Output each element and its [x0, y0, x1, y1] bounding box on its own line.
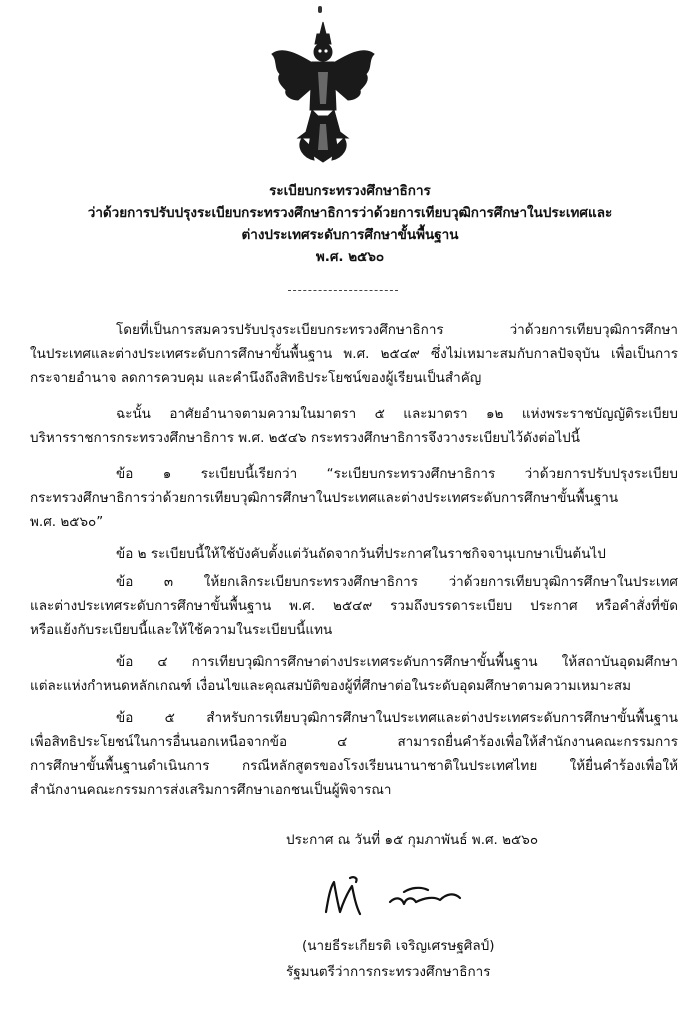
clause-5: [30, 706, 678, 802]
paragraph-line: ข้อ ๕ สำหรับการเทียบวุฒิการศึกษาในประเทศและต่างประเทศระดับการศึกษาขั้นพื้นฐาน: [116, 710, 678, 726]
title-year: พ.ศ. ๒๕๖๐: [315, 249, 385, 265]
clause-1: [30, 462, 678, 534]
paragraph-authority: [30, 402, 678, 450]
paragraph-line: ข้อ ๔ การเทียบวุฒิการศึกษาต่างประเทศระดับการศึกษาขั้นพื้นฐาน ให้สถาบันอุดมศึกษา: [116, 654, 678, 670]
title-line-3: ต่างประเทศระดับการศึกษาขั้นพื้นฐาน: [241, 227, 459, 243]
clause-4: [30, 650, 678, 698]
paragraph-line: ฉะนั้น อาศัยอำนาจตามความในมาตรา ๕ และมาตรา ๑๒ แห่งพระราชบัญญัติระเบียบ: [116, 406, 678, 422]
paragraph-line: เพื่อสิทธิประโยชน์ในการอื่นนอกเหนือจากข้อ ๔ สามารถยื่นคำร้องเพื่อให้สำนักงานคณะกรรมการ: [30, 734, 678, 750]
paragraph-line: กระทรวงศึกษาธิการว่าด้วยการเทียบวุฒิการศึกษาในประเทศและต่างประเทศระดับการศึกษาขั้นพื้นฐาน: [30, 490, 619, 506]
paragraph-line: สำนักงานคณะกรรมการส่งเสริมการศึกษาเอกชนเป็นผู้พิจารณา: [30, 782, 392, 798]
paragraph-line: กระจายอำนาจ ลดการควบคุม และคำนึงถึงสิทธิประโยชน์ของผู้เรียนเป็นสำคัญ: [30, 370, 482, 386]
paragraph-line: ข้อ ๑ ระเบียบนี้เรียกว่า “ระเบียบกระทรวงศึกษาธิการ ว่าด้วยการปรับปรุงระเบียบ: [116, 466, 678, 482]
paragraph-line: พ.ศ. ๒๕๖๐”: [30, 514, 104, 530]
clause-2: [30, 542, 678, 566]
title-divider: [288, 290, 398, 291]
paragraph-line: บริหารราชการกระทรวงศึกษาธิการ พ.ศ. ๒๕๔๖ กระทรวงศึกษาธิการจึงวางระเบียบไว้ดังต่อไปนี้: [30, 430, 580, 446]
paragraph-line: แต่ละแห่งกำหนดหลักเกณฑ์ เงื่อนไขและคุณสมบัติของผู้ที่ศึกษาต่อในระดับอุดมศึกษาตามความเหมาะสม: [30, 678, 632, 694]
title-line-1: ระเบียบกระทรวงศึกษาธิการ: [269, 183, 431, 199]
paragraph-line: การศึกษาขั้นพื้นฐานดำเนินการ กรณีหลักสูตรของโรงเรียนนานาชาติในประเทศไทย ให้ยื่นคำร้องเพื่อให้: [30, 758, 678, 774]
page-mark: [318, 6, 322, 13]
clause-3: [30, 570, 678, 642]
paragraph-line: ข้อ ๒ ระเบียบนี้ให้ใช้บังคับตั้งแต่วันถัดจากวันที่ประกาศในราชกิจจานุเบกษาเป็นต้นไป: [116, 546, 606, 562]
paragraph-line: โดยที่เป็นการสมควรปรับปรุงระเบียบกระทรวงศึกษาธิการ ว่าด้วยการเทียบวุฒิการศึกษา: [116, 322, 678, 338]
title-line-2: ว่าด้วยการปรับปรุงระเบียบกระทรวงศึกษาธิการว่าด้วยการเทียบวุฒิการศึกษาในประเทศและ: [87, 205, 613, 221]
document-title: [40, 180, 660, 268]
paragraph-line: และต่างประเทศระดับการศึกษาขั้นพื้นฐาน พ.ศ. ๒๕๔๙ รวมถึงบรรดาระเบียบ ประกาศ หรือคำสั่งที่ขัด: [30, 598, 678, 614]
paragraph-line: ในประเทศและต่างประเทศระดับการศึกษาขั้นพื้นฐาน พ.ศ. ๒๕๔๙ ซึ่งไม่เหมาะสมกับกาลปัจจุบัน เพื่อเป็นการ: [30, 346, 678, 362]
announcement-date: ประกาศ ณ วันที่ ๑๕ กุมภาพันธ์ พ.ศ. ๒๕๖๐: [286, 832, 539, 848]
paragraph-preamble: [30, 318, 678, 390]
signature-icon: [320, 872, 480, 922]
signer-name: (นายธีระเกียรติ เจริญเศรษฐศิลป์): [302, 938, 495, 954]
paragraph-line: ข้อ ๓ ให้ยกเลิกระเบียบกระทรวงศึกษาธิการ ว่าด้วยการเทียบวุฒิการศึกษาในประเทศ: [116, 574, 678, 590]
paragraph-line: หรือแย้งกับระเบียบนี้และให้ใช้ความในระเบียบนี้แทน: [30, 622, 333, 638]
garuda-emblem-icon: [268, 20, 378, 170]
signer-position: รัฐมนตรีว่าการกระทรวงศึกษาธิการ: [286, 964, 491, 980]
